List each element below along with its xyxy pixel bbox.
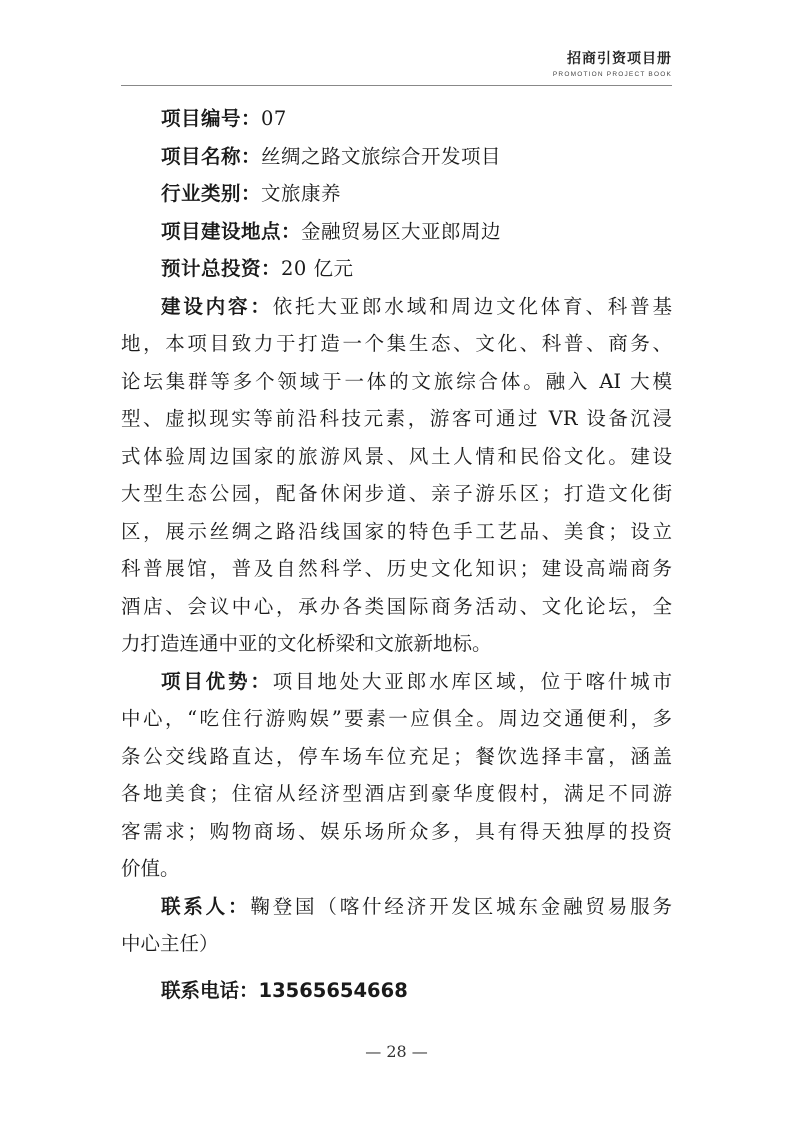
paragraph-text: 项目地处大亚郎水库区域，位于喀什城市 bbox=[272, 669, 672, 693]
paragraph-line: 各地美食；住宿从经济型酒店到豪华度假村，满足不同游 bbox=[121, 782, 672, 805]
paragraph-line: 中心，“吃住行游购娱”要素一应俱全。周边交通便利，多 bbox=[121, 707, 672, 730]
field-investment bbox=[121, 250, 672, 288]
paragraph-line: 价值。 bbox=[121, 857, 180, 880]
field-project-no bbox=[121, 100, 672, 138]
paragraph-line: 科普展馆，普及自然科学、历史文化知识；建设高端商务 bbox=[121, 557, 672, 580]
contact-text: 鞠登国（喀什经济开发区城东金融贸易服务 bbox=[250, 894, 672, 918]
construction-first-line bbox=[121, 288, 672, 326]
phone-label: 联系电话： bbox=[161, 978, 259, 1002]
field-value: 丝绸之路文旅综合开发项目 bbox=[261, 144, 502, 168]
advantages-label: 项目优势： bbox=[161, 669, 273, 693]
field-industry bbox=[121, 175, 672, 213]
field-label: 项目名称： bbox=[161, 144, 262, 168]
field-project-name bbox=[121, 138, 672, 176]
contact-first-line bbox=[121, 888, 672, 926]
field-label: 预计总投资： bbox=[161, 257, 282, 280]
field-value: 文旅康养 bbox=[261, 182, 342, 205]
project-content bbox=[121, 100, 672, 1009]
header-divider bbox=[121, 85, 672, 86]
field-label: 项目建设地点： bbox=[161, 219, 302, 243]
paragraph-line: 区，展示丝绸之路沿线国家的特色手工艺品、美食；设立 bbox=[121, 519, 672, 543]
page-header bbox=[553, 50, 672, 79]
field-value: 20 亿元 bbox=[281, 257, 354, 280]
paragraph-line: 客需求；购物商场、娱乐场所众多，具有得天独厚的投资 bbox=[121, 819, 672, 843]
paragraph-line: 论坛集群等多个领域于一体的文旅综合体。融入 AI 大模 bbox=[121, 369, 672, 393]
field-value: 07 bbox=[261, 107, 287, 130]
paragraph-line: 大型生态公园，配备休闲步道、亲子游乐区；打造文化街 bbox=[121, 482, 672, 505]
paragraph-line: 型、虚拟现实等前沿科技元素，游客可通过 VR 设备沉浸 bbox=[121, 407, 672, 430]
header-subtitle: PROMOTION PROJECT BOOK bbox=[552, 71, 672, 78]
page-number: — 28 — bbox=[365, 1042, 428, 1061]
paragraph-line: 力打造连通中亚的文化桥梁和文旅新地标。 bbox=[121, 632, 492, 655]
paragraph-line: 式体验周边国家的旅游风景、风土人情和民俗文化。建设 bbox=[121, 444, 672, 468]
header-title: 招商引资项目册 bbox=[567, 51, 672, 67]
field-label: 项目编号： bbox=[161, 107, 262, 130]
field-label: 行业类别： bbox=[161, 182, 262, 205]
field-value: 金融贸易区大亚郎周边 bbox=[301, 219, 502, 243]
advantages-first-line bbox=[121, 663, 672, 701]
paragraph-line: 地，本项目致力于打造一个集生态、文化、科普、商务、 bbox=[121, 332, 672, 355]
paragraph-line: 条公交线路直达，停车场车位充足；餐饮选择丰富，涵盖 bbox=[121, 744, 672, 768]
contact-label: 联系人： bbox=[161, 894, 251, 918]
paragraph-line: 酒店、会议中心，承办各类国际商务活动、文化论坛，全 bbox=[121, 594, 672, 618]
field-location bbox=[121, 213, 672, 251]
construction-label: 建设内容： bbox=[161, 294, 273, 318]
phone-line bbox=[121, 972, 672, 1010]
contact-last-line: 中心主任） bbox=[121, 932, 219, 955]
phone-value: 13565654668 bbox=[258, 978, 408, 1002]
paragraph-text: 依托大亚郎水域和周边文化体育、科普基 bbox=[272, 294, 672, 318]
